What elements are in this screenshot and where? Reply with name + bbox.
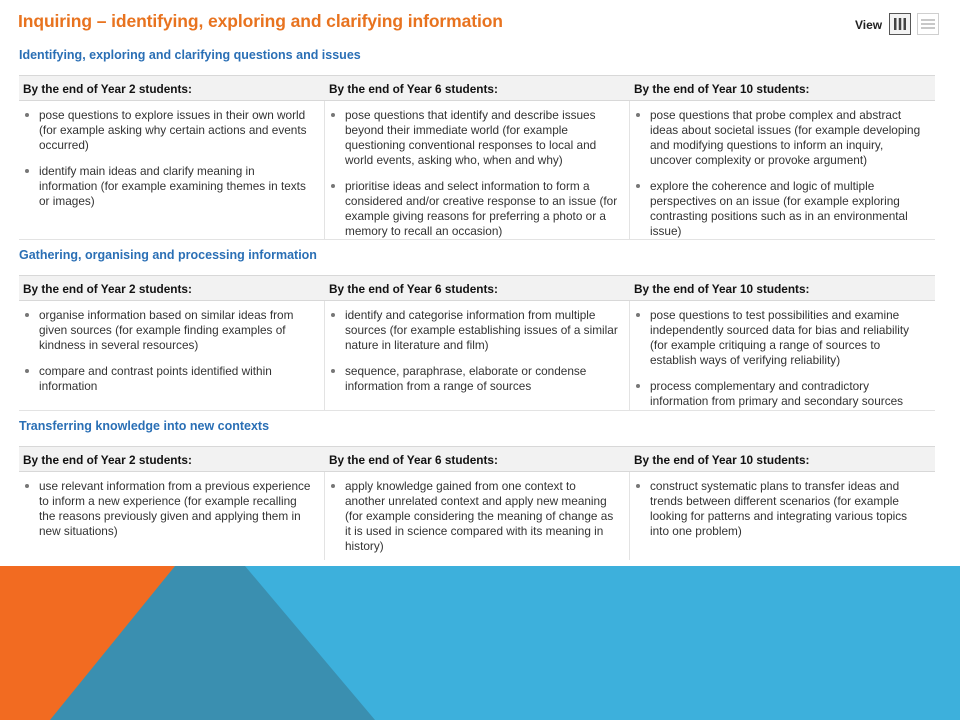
bullet-icon [25, 169, 29, 173]
list-item: identify main ideas and clarify meaning in information (for example examining themes in texts or images) [19, 164, 312, 209]
column-header-row [19, 275, 935, 301]
bullet-icon [636, 313, 640, 317]
columns-icon [890, 14, 910, 34]
bullet-icon [331, 369, 335, 373]
columns-view-button[interactable] [889, 13, 911, 35]
view-label: View [855, 18, 883, 32]
list-item: pose questions that probe complex and abstract ideas about societal issues (for example developing and modifying questions to inform an inquiry, uncover complexity or provoke argument) [630, 108, 925, 168]
section-heading: Identifying, exploring and clarifying questions and issues [19, 48, 361, 62]
list-icon [918, 14, 938, 34]
bullet-list [19, 308, 312, 394]
list-item: sequence, paraphrase, elaborate or condense information from a range of sources [325, 364, 619, 394]
bullet-icon [25, 113, 29, 117]
column-header-year10: By the end of Year 10 students: [634, 453, 810, 467]
column-header-year2: By the end of Year 2 students: [23, 282, 192, 296]
list-item: identify and categorise information from multiple sources (for example establishing issues of a similar nature in literature and film) [325, 308, 619, 353]
bullet-list [630, 108, 925, 239]
list-item: pose questions to explore issues in their own world (for example asking why certain actions and events occurred) [19, 108, 312, 153]
bullet-icon [331, 113, 335, 117]
bullet-icon [636, 484, 640, 488]
bullet-icon [331, 484, 335, 488]
geometric-shapes [0, 566, 960, 720]
year10-column [630, 101, 935, 240]
column-header-row [19, 75, 935, 101]
bullet-list [630, 308, 925, 409]
bullet-list [325, 479, 619, 554]
bullet-list [19, 479, 312, 539]
column-header-year6: By the end of Year 6 students: [329, 282, 498, 296]
year2-column [19, 301, 325, 411]
bullet-list [630, 479, 925, 539]
column-header-year6: By the end of Year 6 students: [329, 453, 498, 467]
bullet-icon [25, 484, 29, 488]
column-header-row [19, 446, 935, 472]
column-header-year6: By the end of Year 6 students: [329, 82, 498, 96]
list-item: use relevant information from a previous experience to inform a new experience (for example recalling the reasons previously given and applying them in new situations) [19, 479, 312, 539]
list-item: apply knowledge gained from one context to another unrelated context and apply new meaning (for example considering the meaning of change as it is used in science compared with its meaning in history) [325, 479, 619, 554]
bullet-list [325, 108, 619, 239]
column-header-year10: By the end of Year 10 students: [634, 82, 810, 96]
list-item: pose questions that identify and describe issues beyond their immediate world (for example questioning conventional responses to local and world events, asking who, when and why) [325, 108, 619, 168]
bullet-icon [636, 113, 640, 117]
bullet-icon [636, 184, 640, 188]
year6-column [325, 101, 630, 240]
section-heading: Transferring knowledge into new contexts [19, 419, 270, 433]
list-item: pose questions to test possibilities and examine independently sourced data for bias and reliability (for example critiquing a range of sources to establish ways of verifying reliability) [630, 308, 925, 368]
list-item: prioritise ideas and select information to form a considered and/or creative response to an issue (for example giving reasons for preferring a photo or a memory to recall an occasion) [325, 179, 619, 239]
page-title: Inquiring – identifying, exploring and clarifying information [18, 11, 503, 31]
year2-column [19, 472, 325, 560]
bullet-list [19, 108, 312, 209]
year10-column [630, 301, 935, 411]
bullet-icon [636, 384, 640, 388]
bullet-icon [331, 313, 335, 317]
section-heading: Gathering, organising and processing information [19, 248, 317, 262]
list-item: explore the coherence and logic of multiple perspectives on an issue (for example exploring contrasting positions such as in an environmental issue) [630, 179, 925, 239]
bullet-icon [25, 313, 29, 317]
year6-column [325, 301, 630, 411]
column-header-year10: By the end of Year 10 students: [634, 282, 810, 296]
year2-column [19, 101, 325, 240]
list-item: organise information based on similar ideas from given sources (for example finding examples of kindness in several resources) [19, 308, 312, 353]
decorative-band [0, 566, 960, 720]
year10-column [630, 472, 935, 560]
column-header-year2: By the end of Year 2 students: [23, 82, 192, 96]
list-item: process complementary and contradictory information from primary and secondary sources [630, 379, 925, 409]
list-item: construct systematic plans to transfer ideas and trends between different scenarios (for example looking for patterns and integrating various topics into one problem) [630, 479, 925, 539]
bullet-list [325, 308, 619, 394]
column-header-year2: By the end of Year 2 students: [23, 453, 192, 467]
list-item: compare and contrast points identified within information [19, 364, 312, 394]
year6-column [325, 472, 630, 560]
bullet-icon [331, 184, 335, 188]
list-view-button[interactable] [917, 13, 939, 35]
bullet-icon [25, 369, 29, 373]
